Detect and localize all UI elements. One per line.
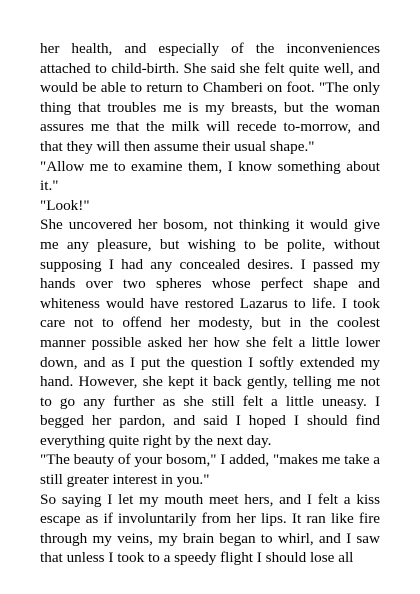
- paragraph: "Allow me to examine them, I know something about it.": [40, 157, 380, 195]
- paragraph: "The beauty of your bosom," I added, "makes me take a still greater interest in you.": [40, 451, 380, 489]
- paragraph: She uncovered her bosom, not thinking it would give me any pleasure, but wishing to be polite, without supposing I had any concealed desires. I passed my hands over two spheres whose perfect shape and whiteness would have restored Lazarus to life. I took care not to offend her modesty, but in the coolest manner possible asked her how she felt a little lower down, and as I put the question I softly extended my hand. However, she kept it back gently, telling me not to go any further as she still felt a little uneasy. I begged her pardon, and said I hoped I should find everything quite right by the next day.: [40, 216, 380, 449]
- paragraph: So saying I let my mouth meet hers, and I felt a kiss escape as if involuntarily from her lips. It ran like fire through my veins, my brain began to whirl, and I saw that unless I took to a speedy flight I should lose all: [40, 490, 380, 567]
- page-text: [40, 39, 380, 568]
- paragraph: her health, and especially of the inconveniences attached to child-birth. She said she felt quite well, and would be able to return to Chamberi on foot. "The only thing that troubles me is my breasts, but the woman assures me that the milk will recede to-morrow, and that they will then assume their usual shape.": [40, 40, 380, 155]
- paragraph: "Look!": [40, 196, 90, 214]
